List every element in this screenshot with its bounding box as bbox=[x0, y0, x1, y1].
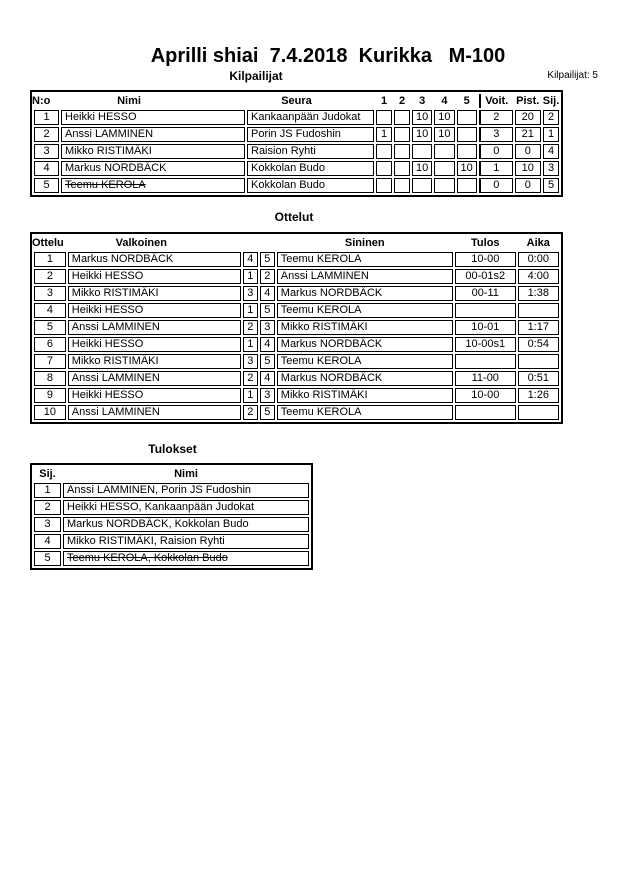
wins-cell: 0 bbox=[479, 144, 513, 159]
time-cell: 0:00 bbox=[518, 252, 559, 267]
name-cell: Heikki HESSO bbox=[61, 110, 245, 125]
white-no-cell: 1 bbox=[243, 269, 258, 284]
score-cell bbox=[394, 178, 410, 193]
match-row bbox=[34, 303, 559, 318]
competitor-row bbox=[34, 161, 559, 176]
blue-cell: Teemu KEROLA bbox=[277, 303, 453, 318]
matches-section-title: Ottelut bbox=[274, 210, 314, 224]
time-cell: 4:00 bbox=[518, 269, 559, 284]
match-row bbox=[34, 286, 559, 301]
blue-cell: Teemu KEROLA bbox=[277, 405, 453, 420]
blue-cell: Anssi LAMMINEN bbox=[277, 269, 453, 284]
blue-cell: Teemu KEROLA bbox=[277, 354, 453, 369]
match-row bbox=[34, 337, 559, 352]
blue-no-cell: 4 bbox=[260, 286, 275, 301]
result-name-cell: Heikki HESSO, Kankaanpään Judokat bbox=[63, 500, 309, 515]
result-cell: 11-00 bbox=[455, 371, 516, 386]
score-cell bbox=[376, 144, 392, 159]
match-row bbox=[34, 354, 559, 369]
match-row bbox=[34, 252, 559, 267]
club-cell: Raision Ryhti bbox=[247, 144, 374, 159]
rank-cell: 1 bbox=[34, 483, 61, 498]
match-no-cell: 9 bbox=[34, 388, 66, 403]
competitors-table bbox=[30, 90, 563, 197]
rank-cell: 2 bbox=[34, 500, 61, 515]
score-cell: 10 bbox=[412, 110, 432, 125]
white-no-cell: 1 bbox=[243, 337, 258, 352]
score-cell bbox=[394, 127, 410, 142]
name-cell: Anssi LAMMINEN bbox=[61, 127, 245, 142]
score-cell bbox=[434, 161, 454, 176]
club-cell: Kankaanpään Judokat bbox=[247, 110, 374, 125]
blue-no-cell: 5 bbox=[260, 252, 275, 267]
col-match: Ottelu bbox=[32, 237, 64, 249]
white-cell: Mikko RISTIMÄKI bbox=[68, 354, 241, 369]
score-cell bbox=[376, 161, 392, 176]
score-cell bbox=[412, 178, 432, 193]
match-no-cell: 2 bbox=[34, 269, 66, 284]
score-cell bbox=[457, 178, 477, 193]
result-name-cell bbox=[63, 551, 309, 566]
score-cell: 10 bbox=[434, 110, 454, 125]
col-wins: Voit. bbox=[479, 94, 513, 108]
time-cell bbox=[518, 303, 559, 318]
competitor-row bbox=[34, 178, 559, 193]
no-cell: 4 bbox=[34, 161, 59, 176]
white-no-cell: 1 bbox=[243, 388, 258, 403]
result-row bbox=[34, 517, 309, 532]
points-cell: 0 bbox=[515, 144, 541, 159]
blue-no-cell: 5 bbox=[260, 354, 275, 369]
white-cell: Heikki HESSO bbox=[68, 388, 241, 403]
time-cell: 0:54 bbox=[518, 337, 559, 352]
col-4: 4 bbox=[441, 95, 448, 107]
col-result: Tulos bbox=[471, 237, 500, 249]
points-cell: 21 bbox=[515, 127, 541, 142]
result-name-cell: Mikko RISTIMÄKI, Raision Ryhti bbox=[63, 534, 309, 549]
match-no-cell: 3 bbox=[34, 286, 66, 301]
competitors-header-row bbox=[34, 94, 559, 108]
points-cell: 10 bbox=[515, 161, 541, 176]
rank-cell: 4 bbox=[34, 534, 61, 549]
match-no-cell: 4 bbox=[34, 303, 66, 318]
result-cell bbox=[455, 303, 516, 318]
wins-cell: 3 bbox=[479, 127, 513, 142]
white-no-cell: 4 bbox=[243, 252, 258, 267]
competitor-count-label: Kilpailijat: 5 bbox=[547, 70, 598, 81]
result-row bbox=[34, 483, 309, 498]
results-table bbox=[30, 463, 313, 570]
score-cell bbox=[376, 110, 392, 125]
col-3: 3 bbox=[419, 95, 426, 107]
result-cell bbox=[455, 405, 516, 420]
result-cell: 10-00 bbox=[455, 388, 516, 403]
rank-cell: 3 bbox=[34, 517, 61, 532]
match-row bbox=[34, 320, 559, 335]
white-no-cell: 3 bbox=[243, 354, 258, 369]
struck-name: Teemu KEROLA, Kokkolan Budo bbox=[67, 552, 228, 564]
col-name bbox=[61, 94, 245, 108]
page-title: Aprilli shiai 7.4.2018 Kurikka M-100 bbox=[150, 45, 506, 67]
place-cell: 5 bbox=[543, 178, 560, 193]
col-1: 1 bbox=[380, 95, 388, 107]
score-cell bbox=[434, 144, 454, 159]
white-cell: Heikki HESSO bbox=[68, 337, 241, 352]
match-no-cell: 5 bbox=[34, 320, 66, 335]
place-cell: 3 bbox=[543, 161, 560, 176]
score-cell: 10 bbox=[434, 127, 454, 142]
col-blue: Sininen bbox=[344, 237, 385, 249]
matches-table bbox=[30, 232, 563, 424]
wins-cell: 0 bbox=[479, 178, 513, 193]
name-cell bbox=[61, 178, 245, 193]
result-cell: 10-00 bbox=[455, 252, 516, 267]
white-no-cell: 2 bbox=[243, 320, 258, 335]
col-white-label: Valkoinen bbox=[115, 237, 167, 249]
club-cell: Kokkolan Budo bbox=[247, 161, 374, 176]
no-cell: 2 bbox=[34, 127, 59, 142]
points-cell: 20 bbox=[515, 110, 541, 125]
result-name-cell: Anssi LAMMINEN, Porin JS Fudoshin bbox=[63, 483, 309, 498]
score-cell bbox=[412, 144, 432, 159]
name-cell: Markus NORDBÄCK bbox=[61, 161, 245, 176]
col-club-label: Seura bbox=[281, 95, 312, 107]
match-row bbox=[34, 388, 559, 403]
time-cell bbox=[518, 405, 559, 420]
name-cell: Mikko RISTIMÄKI bbox=[61, 144, 245, 159]
result-cell: 00-11 bbox=[455, 286, 516, 301]
white-cell: Heikki HESSO bbox=[68, 303, 241, 318]
wins-cell: 2 bbox=[479, 110, 513, 125]
blue-no-cell: 4 bbox=[260, 371, 275, 386]
white-cell: Anssi LAMMINEN bbox=[68, 371, 241, 386]
competitor-row bbox=[34, 127, 559, 142]
white-no-cell: 1 bbox=[243, 303, 258, 318]
col-white bbox=[68, 236, 241, 250]
white-no-cell: 3 bbox=[243, 286, 258, 301]
result-name-cell: Markus NORDBÄCK, Kokkolan Budo bbox=[63, 517, 309, 532]
club-cell: Porin JS Fudoshin bbox=[247, 127, 374, 142]
place-cell: 4 bbox=[543, 144, 560, 159]
score-cell: 10 bbox=[412, 127, 432, 142]
col-place: Sij. bbox=[542, 95, 560, 107]
blue-cell: Markus NORDBÄCK bbox=[277, 337, 453, 352]
match-row bbox=[34, 405, 559, 420]
score-cell bbox=[457, 144, 477, 159]
col-points: Pist. bbox=[516, 95, 540, 107]
place-cell: 1 bbox=[543, 127, 560, 142]
time-cell: 1:17 bbox=[518, 320, 559, 335]
blue-cell: Markus NORDBÄCK bbox=[277, 286, 453, 301]
white-cell: Anssi LAMMINEN bbox=[68, 320, 241, 335]
score-cell: 10 bbox=[412, 161, 432, 176]
blue-no-cell: 3 bbox=[260, 320, 275, 335]
score-cell bbox=[394, 144, 410, 159]
club-cell: Kokkolan Budo bbox=[247, 178, 374, 193]
competitor-row bbox=[34, 110, 559, 125]
competitors-section-title: Kilpailijat bbox=[229, 69, 283, 83]
col-2: 2 bbox=[398, 95, 406, 107]
white-cell: Mikko RISTIMÄKI bbox=[68, 286, 241, 301]
result-cell: 00-01s2 bbox=[455, 269, 516, 284]
blue-cell: Markus NORDBÄCK bbox=[277, 371, 453, 386]
white-cell: Markus NORDBÄCK bbox=[68, 252, 241, 267]
blue-no-cell: 5 bbox=[260, 303, 275, 318]
wins-cell: 1 bbox=[479, 161, 513, 176]
time-cell: 1:38 bbox=[518, 286, 559, 301]
col-white-no bbox=[243, 236, 258, 250]
results-section-title: Tulokset bbox=[148, 442, 197, 456]
col-place: Sij. bbox=[39, 468, 56, 480]
score-cell: 1 bbox=[376, 127, 392, 142]
result-cell bbox=[455, 354, 516, 369]
match-row bbox=[34, 269, 559, 284]
col-no: N:o bbox=[32, 95, 51, 107]
blue-cell: Mikko RISTIMÄKI bbox=[277, 388, 453, 403]
competitor-row bbox=[34, 144, 559, 159]
score-cell: 10 bbox=[457, 161, 477, 176]
blue-no-cell: 4 bbox=[260, 337, 275, 352]
rank-cell: 5 bbox=[34, 551, 61, 566]
points-cell: 0 bbox=[515, 178, 541, 193]
col-5: 5 bbox=[463, 95, 470, 107]
score-cell bbox=[394, 161, 410, 176]
blue-no-cell: 3 bbox=[260, 388, 275, 403]
match-row bbox=[34, 371, 559, 386]
blue-no-cell: 2 bbox=[260, 269, 275, 284]
no-cell: 5 bbox=[34, 178, 59, 193]
score-cell bbox=[376, 178, 392, 193]
score-cell bbox=[394, 110, 410, 125]
blue-no-cell: 5 bbox=[260, 405, 275, 420]
score-cell bbox=[457, 127, 477, 142]
no-cell: 3 bbox=[34, 144, 59, 159]
result-cell: 10-01 bbox=[455, 320, 516, 335]
col-name: Nimi bbox=[174, 468, 198, 480]
match-no-cell: 10 bbox=[34, 405, 66, 420]
white-cell: Anssi LAMMINEN bbox=[68, 405, 241, 420]
col-blue-no bbox=[260, 236, 275, 250]
blue-cell: Teemu KEROLA bbox=[277, 252, 453, 267]
result-row bbox=[34, 500, 309, 515]
matches-header-row bbox=[34, 236, 559, 250]
col-club bbox=[247, 94, 374, 108]
match-no-cell: 8 bbox=[34, 371, 66, 386]
blue-cell: Mikko RISTIMÄKI bbox=[277, 320, 453, 335]
place-cell: 2 bbox=[543, 110, 560, 125]
result-row bbox=[34, 534, 309, 549]
white-no-cell: 2 bbox=[243, 371, 258, 386]
match-no-cell: 6 bbox=[34, 337, 66, 352]
time-cell bbox=[518, 354, 559, 369]
white-no-cell: 2 bbox=[243, 405, 258, 420]
white-cell: Heikki HESSO bbox=[68, 269, 241, 284]
results-header-row bbox=[34, 467, 309, 481]
struck-name: Teemu KEROLA bbox=[65, 179, 146, 191]
time-cell: 1:26 bbox=[518, 388, 559, 403]
result-cell: 10-00s1 bbox=[455, 337, 516, 352]
no-cell: 1 bbox=[34, 110, 59, 125]
time-cell: 0:51 bbox=[518, 371, 559, 386]
result-row bbox=[34, 551, 309, 566]
match-no-cell: 7 bbox=[34, 354, 66, 369]
col-name-label: Nimi bbox=[117, 95, 141, 107]
match-no-cell: 1 bbox=[34, 252, 66, 267]
score-cell bbox=[457, 110, 477, 125]
score-cell bbox=[434, 178, 454, 193]
col-time: Aika bbox=[526, 237, 550, 249]
